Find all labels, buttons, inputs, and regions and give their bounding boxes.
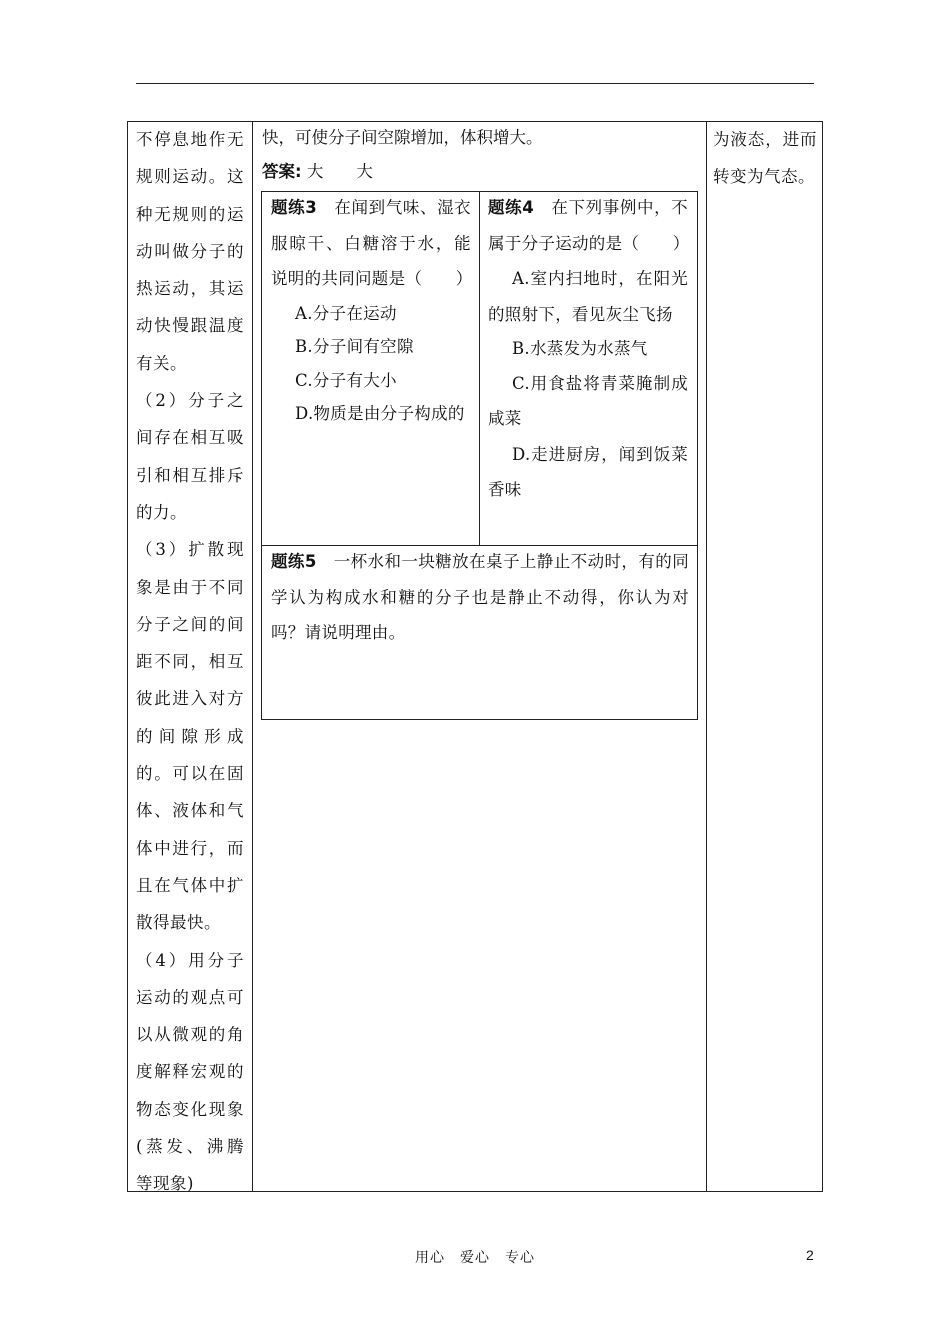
note-paragraph-3: （3）扩散现象是由于不同分子之间的间距不同，相互彼此进入对方的间隙形成的。可以在固体、液体和气体中进行，而且在气体中扩散得最快。 <box>136 540 244 933</box>
exercise-4 <box>488 190 688 508</box>
table-divider-right <box>706 121 707 1192</box>
note-paragraph-1: 不停息地作无规则运动。这种无规则的运动叫做分子的热运动，其运动快慢跟温度有关。 <box>136 130 244 373</box>
exercise-5-question: 题练5 一杯水和一块糖放在桌子上静止不动时，有的同学认为构成水和糖的分子也是静止不动得，你认为对吗？请说明理由。 <box>271 552 689 642</box>
exercise-4-option-a: A.室内扫地时，在阳光的照射下，看见灰尘飞扬 <box>488 269 688 324</box>
answer-label: 答案: <box>262 162 302 181</box>
exercise-4-question: 题练4 在下列事例中，不属于分子运动的是（ ） <box>488 198 690 253</box>
answer-values: 大 大 <box>306 162 373 181</box>
right-note: 为液态，进而转变为气态。 <box>713 130 817 187</box>
exercise-4-option-d: D.走进厨房，闻到饭菜香味 <box>488 444 688 499</box>
exercise-3-option-a: A.分子在运动 <box>295 303 397 323</box>
header-rule <box>136 83 814 84</box>
note-paragraph-4: （4）用分子运动的观点可以从微观的角度解释宏观的物态变化现象(蒸发、沸腾等现象) <box>136 950 244 1194</box>
answer-line <box>262 160 373 184</box>
table-divider-left <box>252 121 253 1192</box>
exercise-5-label: 题练5 <box>271 552 317 571</box>
intro-line: 快，可使分子间空隙增加，体积增大。 <box>262 128 543 147</box>
exercise-3-label: 题练3 <box>271 198 317 217</box>
footer-slogan: 用心 爱心 专心 <box>415 1250 535 1266</box>
exercise-divider <box>479 191 480 546</box>
exercise-4-option-c: C.用食盐将青菜腌制成咸菜 <box>488 373 688 428</box>
right-column-notes <box>713 121 817 196</box>
exercise-5 <box>271 544 689 651</box>
exercise-3-question: 题练3 在闻到气味、湿衣服晾干、白糖溶于水，能说明的共同问题是（ ） <box>271 198 473 288</box>
page-number: 2 <box>806 1247 814 1263</box>
exercise-3-option-d: D.物质是由分子构成的 <box>295 404 465 423</box>
exercise-3-option-c: C.分子有大小 <box>295 370 397 390</box>
left-column-notes <box>136 121 244 1203</box>
note-paragraph-2: （2）分子之间存在相互吸引和相互排斥的力。 <box>136 391 244 522</box>
exercise-3-option-b: B.分子间有空隙 <box>295 337 414 356</box>
exercise-4-label: 题练4 <box>488 198 534 217</box>
exercise-4-option-b: B.水蒸发为水蒸气 <box>512 339 648 358</box>
exercise-3 <box>271 190 471 431</box>
